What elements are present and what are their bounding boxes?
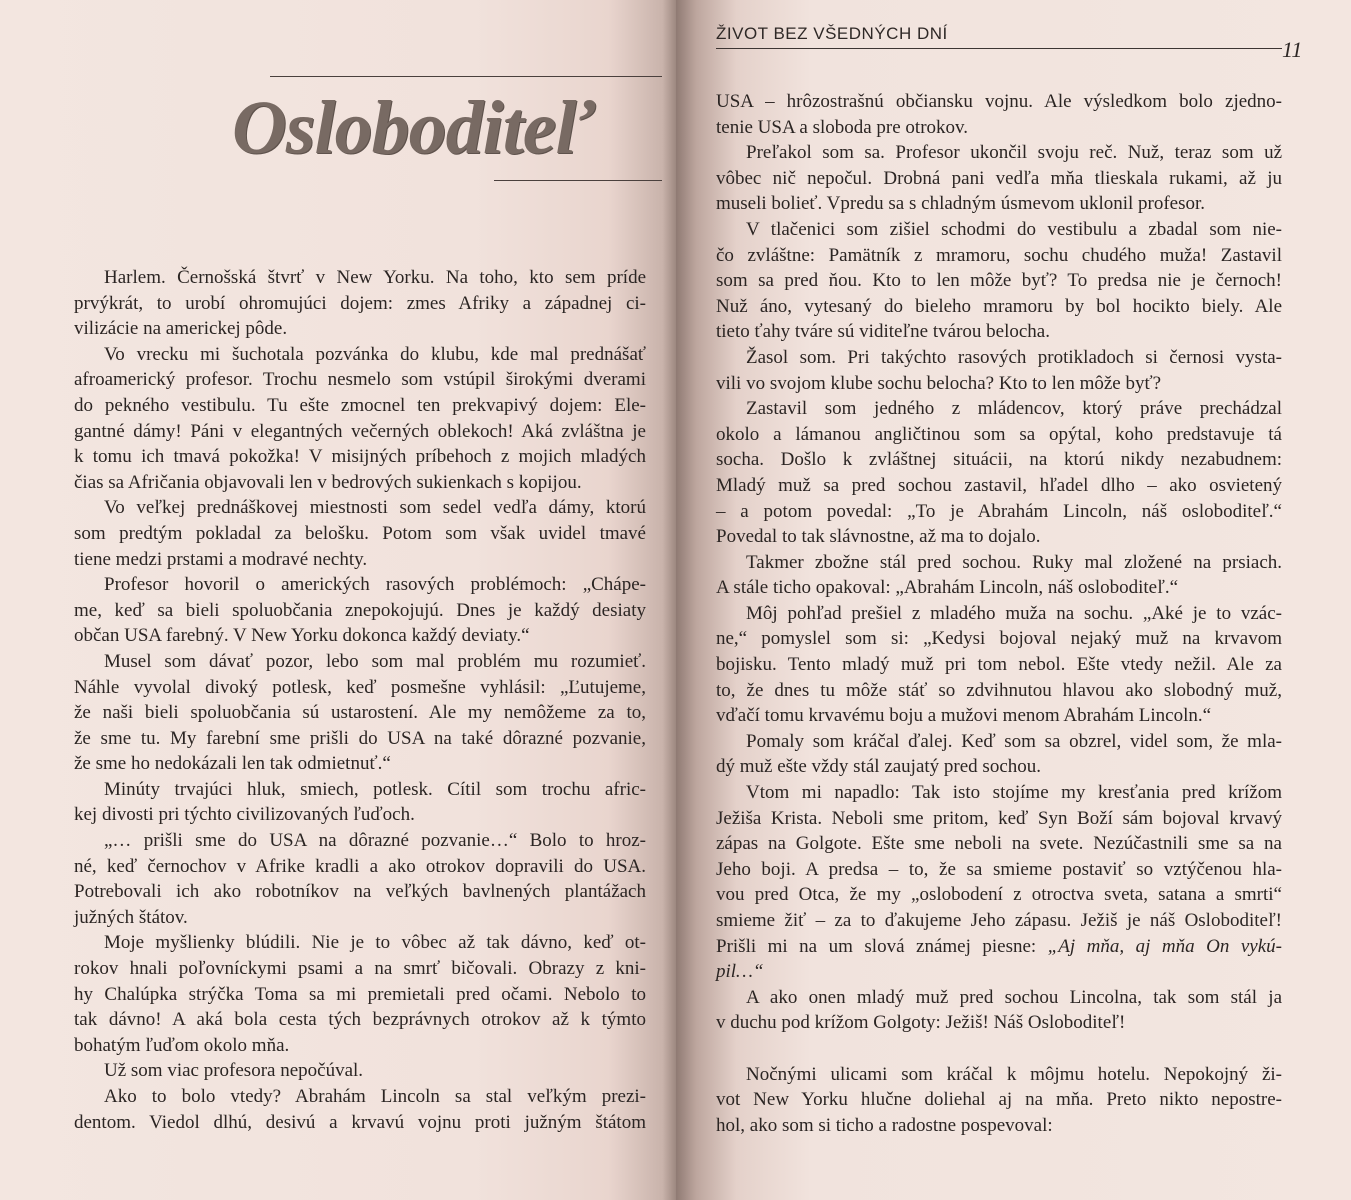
text-line (716, 499, 1282, 525)
text-line (716, 959, 1282, 985)
text-line-content: né, keď černochov v Afrike kradli a ako otrokov dopravili do USA. (74, 855, 646, 877)
text-line (74, 547, 646, 573)
text-line (74, 598, 646, 624)
text-line-content: Takmer zbožne stál pred sochou. Ruky mal zložené na prsiach. (746, 551, 1282, 573)
text-line (716, 1062, 1282, 1088)
running-head-rule (716, 48, 1282, 49)
text-line-content: Minúty trvajúci hluk, smiech, potlesk. Cítil som trochu afric- (104, 778, 646, 800)
text-line (74, 828, 646, 854)
text-line-content: k tomu ich tmavá pokožka! V misijných príbehoch z mojich mladých (74, 446, 646, 468)
text-line-content: som sa pred ňou. Kto to len môže byť? To predsa nie je černoch! (716, 270, 1282, 292)
text-line-content: vili vo svojom klube sochu belocha? Kto to len môže byť? (716, 372, 1162, 394)
text-line (716, 1087, 1282, 1113)
text-line (74, 802, 646, 828)
text-line (74, 291, 646, 317)
page-number: 11 (1282, 37, 1303, 62)
text-line (716, 703, 1282, 729)
text-line (716, 89, 1282, 115)
text-line-content: ne,“ pomyslel som si: „Kedysi bojoval nejaký muž na krvavom (716, 628, 1282, 650)
text-line-content: okolo a lámanou angličtinou som sa opýtal, koho predstavuje tá (716, 423, 1282, 445)
text-line (716, 754, 1282, 780)
text-line (74, 1110, 646, 1136)
text-line-content: A stále ticho opakoval: „Abrahám Lincoln, náš osloboditeľ.“ (716, 577, 1179, 599)
text-line-content: prvýkrát, to urobí ohromujúci dojem: zmes Afriky a západnej ci- (74, 292, 646, 314)
text-line-content: A ako onen mladý muž pred sochou Lincolna, tak som stál ja (746, 986, 1282, 1008)
text-line (716, 1010, 1282, 1036)
text-line-content: Povedal to tak slávnostne, až ma to dojalo. (716, 526, 1041, 548)
text-line (74, 265, 646, 291)
text-line-content: Pomaly som kráčal ďalej. Keď som sa obzrel, videl som, že mla- (746, 730, 1282, 752)
text-line-content: Potrebovali ich ako robotníkov na veľkých bavlnených plantážach (74, 881, 646, 903)
text-line-content: tieto ťahy tváre sú viditeľne tvárou belocha. (716, 321, 1050, 343)
text-line (716, 473, 1282, 499)
text-line-content: socha. Došlo k zvláštnej situácii, na ktorú nikdy nezabudnem: (716, 449, 1282, 471)
song-quote: pil…“ (716, 961, 764, 983)
text-line-content: Preľakol som sa. Profesor ukončil svoju reč. Nuž, teraz som už (746, 142, 1282, 164)
running-head: ŽIVOT BEZ VŠEDNÝCH DNÍ (716, 24, 948, 43)
text-line (716, 115, 1282, 141)
title-rule-bottom (494, 180, 662, 181)
text-line-content: Musel som dávať pozor, lebo som mal problém mu rozumieť. (104, 650, 646, 672)
text-line (74, 495, 646, 521)
text-line (74, 675, 646, 701)
title-rule-top (270, 76, 662, 77)
text-line-content: USA – hrôzostrašnú občiansku vojnu. Ale výsledkom bolo zjedno- (716, 91, 1282, 112)
text-line-content: vôbec nič nepočul. Drobná pani vedľa mňa tlieskala rukami, až ju (716, 167, 1282, 189)
text-line-content: Nočnými ulicami som kráčal k môjmu hotelu. Nepokojný ži- (746, 1063, 1282, 1085)
text-line-content: Zastavil som jedného z mládencov, ktorý práve prechádzal (746, 398, 1282, 420)
right-page-body-text (716, 89, 1282, 1138)
text-line (716, 319, 1282, 345)
text-line (716, 857, 1282, 883)
text-line-content: kej divosti pri týchto civilizovaných ľuďoch. (74, 804, 415, 826)
text-line-content: tenie USA a sloboda pre otrokov. (716, 116, 969, 138)
text-line-content: tak dávno! A aká bola cesta tých bezprávnych otrokov až k týmto (74, 1009, 646, 1031)
text-line (74, 905, 646, 931)
text-line (716, 268, 1282, 294)
text-line (716, 345, 1282, 371)
text-line (74, 1007, 646, 1033)
text-line-content: hol, ako som si ticho a radostne pospevoval: (716, 1114, 1053, 1136)
text-line-content: Už som viac profesora nepočúval. (104, 1060, 364, 1082)
text-line-content: „… prišli sme do USA na dôrazné pozvanie…“ Bolo to hroz- (104, 830, 646, 852)
text-line-content: to, že dnes tu môže stáť so zdvihnutou hlavou ako slobodný muž, (716, 679, 1282, 701)
text-line (74, 342, 646, 368)
text-line-content: me, keď sa bieli spoluobčania znepokojujú. Dnes je každý desiaty (74, 599, 646, 621)
text-line-content: dý muž ešte vždy stál zaujatý pred sochou. (716, 756, 1042, 778)
text-line-content: V tlačenici som zišiel schodmi do vestibulu a zbadal som nie- (746, 218, 1282, 240)
text-line (716, 524, 1282, 550)
text-line-content: v duchu pod krížom Golgoty: Ježiš! Náš Osloboditeľ! (716, 1012, 1126, 1034)
text-line (716, 371, 1282, 397)
text-line-content: afroamerický profesor. Trochu nesmelo som vstúpil širokými dverami (74, 369, 646, 391)
text-line-content: zápas na Golgote. Ešte sme neboli na svete. Nezúčastnili sme sa na (716, 833, 1282, 855)
text-line (716, 166, 1282, 192)
text-line (716, 191, 1282, 217)
text-line (716, 550, 1282, 576)
text-line (716, 806, 1282, 832)
text-line-content: Ježiša Krista. Neboli sme pritom, keď Syn Boží sám bojoval krvavý (716, 807, 1282, 829)
text-line (716, 1113, 1282, 1139)
text-line (74, 393, 646, 419)
text-line (74, 700, 646, 726)
text-line-content: do pekného vestibulu. Tu ešte zmocnel ten prekvapivý dojem: Ele- (74, 394, 646, 416)
text-line (716, 908, 1282, 934)
text-line (74, 879, 646, 905)
text-line (716, 934, 1282, 960)
chapter-title: Osloboditeľ (232, 86, 595, 170)
text-line-content: dentom. Viedol dlhú, desivú a krvavú vojnu proti južným štátom (74, 1111, 646, 1133)
text-line (74, 956, 646, 982)
text-line-content: vilizácie na americkej pôde. (74, 318, 288, 340)
text-line-content: Vo veľkej prednáškovej miestnosti som sedel vedľa dámy, ktorú (104, 497, 646, 519)
text-line-content: občan USA farebný. V New Yorku dokonca každý deviaty.“ (74, 625, 530, 647)
text-line-content: vou pred Otca, že my „oslobodení z otroctva sveta, satana a smrti“ (716, 884, 1282, 906)
text-line-content: Vo vrecku mi šuchotala pozvánka do klubu, kde mal prednášať (104, 343, 646, 365)
song-quote: „Aj mňa, aj mňa On vykú- (1047, 935, 1282, 957)
text-line (716, 217, 1282, 243)
text-line (716, 882, 1282, 908)
text-line-content: Jeho boji. A predsa – to, že sa smieme postaviť so vztýčenou hla- (716, 858, 1282, 880)
text-line-content: bojisku. Tento mladý muž pri tom nebol. Ešte vtedy nežil. Ale za (716, 654, 1282, 676)
text-line (716, 780, 1282, 806)
text-line-content: čias sa Afričania objavovali len v bedrových sukienkach s kopijou. (74, 471, 582, 493)
text-line (716, 243, 1282, 269)
text-line-content: Ako to bolo vtedy? Abrahám Lincoln sa stal veľkým prezi- (104, 1086, 646, 1107)
text-line (74, 1084, 646, 1110)
text-line-content: – a potom povedal: „To je Abrahám Lincoln, náš osloboditeľ.“ (716, 500, 1282, 522)
text-line (74, 854, 646, 880)
text-line-content: Žasol som. Pri takýchto rasových protikladoch si černosi vysta- (746, 346, 1282, 368)
text-line-content: Moje myšlienky blúdili. Nie je to vôbec až tak dávno, keď ot- (104, 932, 646, 954)
text-line (716, 831, 1282, 857)
text-line-content: Môj pohľad prešiel z mladého muža na sochu. „Aké je to vzác- (746, 602, 1282, 624)
text-line (74, 367, 646, 393)
text-line-content: Náhle vyvolal divoký potlesk, keď posmešne vyhlásil: „Ľutujeme, (74, 676, 646, 698)
text-line-content: Mladý muž sa pred sochou zastavil, hľadel dlho – ako osvietený (716, 474, 1282, 496)
text-line-content: hy Chalúpka strýčka Toma sa mi premietali pred očami. Nebolo to (74, 983, 646, 1005)
text-line (74, 649, 646, 675)
left-page-body-text (74, 265, 646, 1135)
text-line-content: vot New Yorku hlučne doliehal aj na mňa. Preto nikto nepostre- (716, 1089, 1282, 1111)
text-line (716, 447, 1282, 473)
text-line (716, 985, 1282, 1011)
text-line-content: museli bolieť. Vpredu sa s chladným úsmevom uklonil profesor. (716, 193, 1206, 215)
text-line-content: Nuž áno, vytesaný do bieleho mramoru by bol hocikto biely. Ale (716, 295, 1282, 317)
text-line (716, 575, 1282, 601)
text-line-content: smieme žiť – za to ďakujeme Jeho zápasu. Ježiš je náš Osloboditeľ! (716, 910, 1282, 931)
text-line (74, 930, 646, 956)
text-line (74, 419, 646, 445)
text-line-content: vďačí tomu krvavému boju a mužovi menom Abrahám Lincoln.“ (716, 705, 1212, 727)
text-line-content: Harlem. Černošská štvrť v New Yorku. Na toho, kto sem príde (104, 267, 646, 288)
text-line (74, 1033, 646, 1059)
text-line (716, 294, 1282, 320)
text-line (716, 396, 1282, 422)
text-line (74, 316, 646, 342)
text-line-content: rokov hnali poľovníckymi psami a na smrť bičovali. Obrazy z kni- (74, 958, 646, 980)
text-line-content: Profesor hovoril o amerických rasových problémoch: „Chápe- (104, 574, 646, 596)
text-line (74, 444, 646, 470)
text-line (716, 601, 1282, 627)
text-line-content: gantné dámy! Páni v elegantných večerných oblekoch! Aká zvláštna je (74, 420, 646, 442)
text-line-content: Vtom mi napadlo: Tak isto stojíme my kresťania pred krížom (746, 782, 1282, 804)
text-line (716, 729, 1282, 755)
text-line (74, 777, 646, 803)
text-line-content: čo zvláštne: Pamätník z mramoru, sochu chudého muža! Zastavil (716, 244, 1282, 266)
text-line-content: že naši bieli spoluobčania sú ustarostení. Ale my nemôžeme za to, (74, 702, 646, 724)
text-line-content: bohatým ľuďom okolo mňa. (74, 1034, 290, 1056)
text-line (74, 982, 646, 1008)
text-line (716, 1036, 1282, 1062)
text-line-content: že sme tu. My farební sme prišli do USA na také dôrazné pozvanie, (74, 727, 646, 749)
text-line (74, 470, 646, 496)
text-line-content: že sme ho nedokázali len tak odmietnuť.“ (74, 753, 391, 775)
text-line-content: južných štátov. (74, 906, 188, 928)
text-line (716, 626, 1282, 652)
text-line (74, 572, 646, 598)
text-line (716, 140, 1282, 166)
text-line (74, 726, 646, 752)
text-line (74, 751, 646, 777)
text-line (716, 422, 1282, 448)
text-line (716, 678, 1282, 704)
text-line (716, 652, 1282, 678)
text-line-content: Prišli mi na um slová známej piesne: (716, 935, 1048, 957)
text-line-content: tiene medzi prstami a modravé nechty. (74, 548, 368, 570)
text-line (74, 623, 646, 649)
text-line-content: som predtým pokladal za belošku. Potom som však uvidel tmavé (74, 522, 646, 544)
text-line (74, 1058, 646, 1084)
text-line (74, 521, 646, 547)
